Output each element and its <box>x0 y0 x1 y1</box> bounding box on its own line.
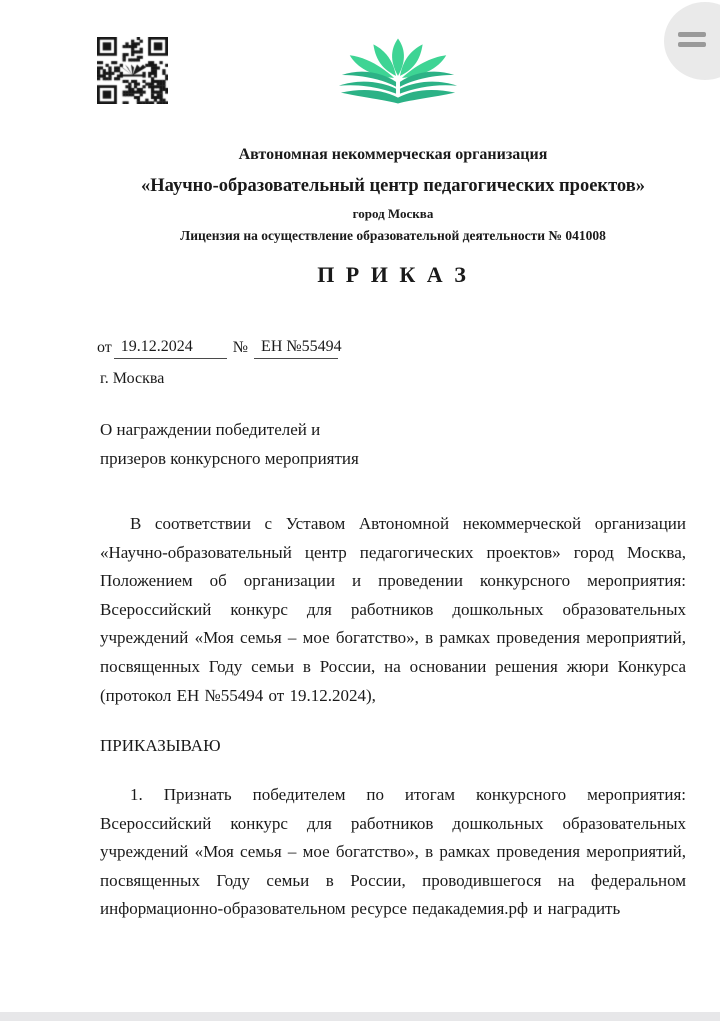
order-title: П Р И К А З <box>317 262 469 287</box>
org-city: город Москва <box>352 206 434 221</box>
page-separator <box>0 1012 720 1021</box>
order-date-value: 19.12.2024 <box>114 336 227 359</box>
lotus-book-logo-icon <box>334 38 462 104</box>
order-subject <box>100 416 359 473</box>
org-type: Автономная некоммерческая организация <box>238 146 548 163</box>
order-place: г. Москва <box>100 370 165 387</box>
hamburger-icon <box>678 32 706 52</box>
document-header <box>100 145 686 244</box>
qr-code <box>97 37 168 104</box>
order-number-value: ЕН №55494 <box>254 336 338 359</box>
order-item-1: 1. Признать победителем по итогам конкурсного мероприятия: Всероссийский конкурс для работников дошкольных образовательных учреждений «Моя семья – мое богатство», в рамках проведения мероприятий, посвященных Году семьи в России, проводившегося на федеральном информационно-образовательном ресурсе педакадемия.рф и наградить <box>100 785 686 919</box>
org-name: «Научно-образовательный центр педагогических проектов» <box>141 176 645 196</box>
order-ref-line <box>97 336 342 359</box>
order-number-label: № <box>232 339 249 356</box>
order-resolution: ПРИКАЗЫВАЮ <box>100 736 221 755</box>
order-subject-line-1: О награждении победителей и <box>100 420 321 439</box>
order-subject-line-2: призеров конкурсного мероприятия <box>100 448 359 468</box>
org-license: Лицензия на осуществление образовательной деятельности № 041008 <box>180 228 606 243</box>
order-date-label: от <box>97 339 112 356</box>
order-preamble: В соответствии с Уставом Автономной некоммерческой организации «Научно-образовательный центр педагогических проектов» город Москва, Положением об организации и проведении конкурсного мероприятия: Всероссийский конкурс для работников дошкольных образовательных учреждений «Моя семья – мое богатство», в рамках проведения мероприятий, посвященных Году семьи в России, на основании решения жюри Конкурса (протокол ЕН №55494 от 19.12.2024), <box>100 514 686 705</box>
